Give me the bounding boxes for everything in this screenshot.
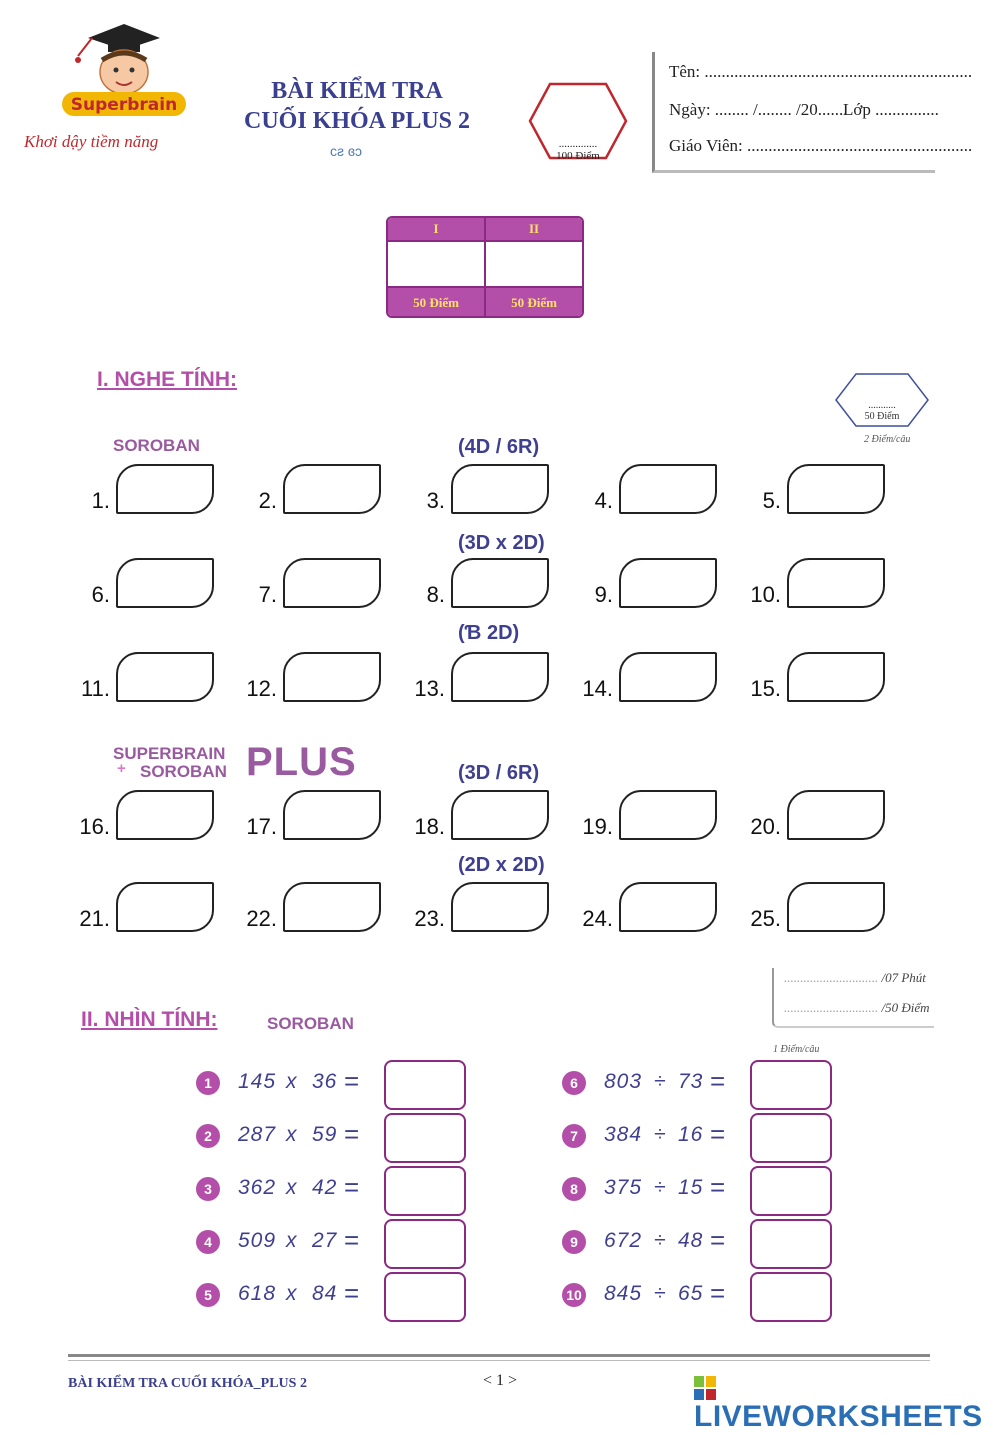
answer-box[interactable] xyxy=(619,558,717,608)
question-number: 22. xyxy=(246,906,277,931)
question-number: 21. xyxy=(79,906,110,931)
answer-box[interactable] xyxy=(451,464,549,514)
title-line1: BÀI KIỂM TRA xyxy=(271,78,443,104)
question-number: 7. xyxy=(258,582,277,607)
section2-per-question: 1 Điểm/câu xyxy=(773,1044,820,1055)
time-label: /07 Phút xyxy=(881,970,926,985)
operand-a: 287 xyxy=(238,1123,277,1146)
total-score-label: 100 Điểm xyxy=(556,150,600,162)
decorative-flourish: ᴄƨ ɞᴐ xyxy=(330,143,362,159)
calc-answer-box[interactable] xyxy=(384,1219,466,1269)
score-label: /50 Điểm xyxy=(881,1000,930,1015)
time-score-box xyxy=(772,968,934,1028)
operand-a: 145 xyxy=(238,1070,277,1093)
answer-box[interactable] xyxy=(116,652,214,702)
logo-wordmark: Superbrain xyxy=(70,95,178,115)
section1-score-label: 50 Điểm xyxy=(864,411,900,422)
answer-box[interactable] xyxy=(116,558,214,608)
calc-answer-box[interactable] xyxy=(750,1060,832,1110)
problem-number-badge: 7 xyxy=(562,1124,586,1148)
answer-box[interactable] xyxy=(451,882,549,932)
operator-sign: x xyxy=(286,1282,298,1305)
question-number: 8. xyxy=(426,582,445,607)
operand-a: 384 xyxy=(604,1123,643,1146)
problem-number-badge: 1 xyxy=(196,1071,220,1095)
student-info-box xyxy=(652,52,973,173)
operand-b: 15 xyxy=(678,1176,704,1199)
operand-a: 362 xyxy=(238,1176,277,1199)
time-field[interactable] xyxy=(784,970,926,986)
calc-answer-box[interactable] xyxy=(750,1219,832,1269)
problem-number-badge: 9 xyxy=(562,1230,586,1254)
problem-number-badge: 8 xyxy=(562,1177,586,1201)
score-column-head: II xyxy=(486,218,582,240)
answer-box[interactable] xyxy=(283,558,381,608)
answer-box[interactable] xyxy=(283,882,381,932)
operand-a: 845 xyxy=(604,1282,643,1305)
section1-heading: I. NGHE TÍNH: xyxy=(97,368,237,391)
operand-a: 375 xyxy=(604,1176,643,1199)
total-score-text xyxy=(528,138,628,162)
score-column-foot: 50 Điểm xyxy=(388,288,484,318)
answer-box[interactable] xyxy=(283,790,381,840)
operand-b: 27 xyxy=(312,1229,338,1252)
question-number: 9. xyxy=(594,582,613,607)
answer-box[interactable] xyxy=(787,652,885,702)
superbrain-label: SUPERBRAIN xyxy=(113,744,226,763)
operand-b: 65 xyxy=(678,1282,704,1305)
score-column-1 xyxy=(388,218,484,316)
question-number: 20. xyxy=(750,814,781,839)
problem-number-badge: 6 xyxy=(562,1071,586,1095)
name-field[interactable]: Tên: ............................................................... xyxy=(669,62,973,81)
time-blank: ............................. xyxy=(784,970,879,985)
answer-box[interactable] xyxy=(787,882,885,932)
score-entry-cell[interactable] xyxy=(388,240,484,288)
question-number: 14. xyxy=(582,676,613,701)
question-number: 3. xyxy=(426,488,445,513)
equals-sign: = xyxy=(344,1225,360,1255)
score-column-head: I xyxy=(388,218,484,240)
section1-score-blank: ........... xyxy=(868,400,896,411)
operand-a: 672 xyxy=(604,1229,643,1252)
answer-box[interactable] xyxy=(619,464,717,514)
section1-per-question: 2 Điểm/câu xyxy=(864,434,911,445)
soroban-label: SOROBAN xyxy=(113,436,200,455)
equals-sign: = xyxy=(344,1172,360,1202)
calc-answer-box[interactable] xyxy=(750,1166,832,1216)
answer-box[interactable] xyxy=(116,790,214,840)
operator-sign: ÷ xyxy=(654,1176,667,1199)
question-number: 5. xyxy=(762,488,781,513)
calc-answer-box[interactable] xyxy=(384,1272,466,1322)
operand-a: 618 xyxy=(238,1282,277,1305)
liveworksheets-icon xyxy=(694,1376,716,1400)
operator-sign: ÷ xyxy=(654,1123,667,1146)
answer-box[interactable] xyxy=(116,882,214,932)
answer-box[interactable] xyxy=(451,652,549,702)
question-number: 2. xyxy=(258,488,277,513)
answer-box[interactable] xyxy=(116,464,214,514)
calc-answer-box[interactable] xyxy=(384,1166,466,1216)
question-type-label: (3D x 2D) xyxy=(458,532,545,554)
answer-box[interactable] xyxy=(283,652,381,702)
score-field[interactable] xyxy=(784,1000,930,1016)
title-line2: CUỐI KHÓA PLUS 2 xyxy=(243,108,471,134)
equals-sign: = xyxy=(344,1278,360,1308)
equals-sign: = xyxy=(344,1119,360,1149)
question-type-label: (3D / 6R) xyxy=(458,762,540,784)
operator-sign: ÷ xyxy=(654,1229,667,1252)
plus-sign: + xyxy=(117,760,126,777)
question-number: 13. xyxy=(414,676,445,701)
question-number: 10. xyxy=(750,582,781,607)
problem-number-badge: 5 xyxy=(196,1283,220,1307)
section1-score-text xyxy=(834,400,930,422)
question-type-label: (2D x 2D) xyxy=(458,854,545,876)
footer-doc-title: BÀI KIỂM TRA CUỐI KHÓA_PLUS 2 xyxy=(68,1376,307,1391)
plus-label: PLUS xyxy=(246,740,357,784)
answer-box[interactable] xyxy=(451,790,549,840)
question-number: 1. xyxy=(91,488,110,513)
operand-b: 59 xyxy=(312,1123,338,1146)
page-number: < 1 > xyxy=(482,1372,518,1389)
answer-box[interactable] xyxy=(787,558,885,608)
calc-answer-box[interactable] xyxy=(750,1113,832,1163)
soroban-label-2: SOROBAN xyxy=(140,762,227,781)
operand-a: 509 xyxy=(238,1229,277,1252)
question-number: 18. xyxy=(414,814,445,839)
score-blank: ............................. xyxy=(784,1000,879,1015)
section2-soroban-label: SOROBAN xyxy=(267,1014,354,1033)
class-field[interactable]: Lớp ............... xyxy=(843,100,939,119)
operand-b: 48 xyxy=(678,1229,704,1252)
problem-number-badge: 2 xyxy=(196,1124,220,1148)
operand-b: 42 xyxy=(312,1176,338,1199)
liveworksheets-watermark xyxy=(694,1376,994,1433)
question-type-label: (Ɓ 2D) xyxy=(458,622,520,644)
equals-sign: = xyxy=(710,1172,726,1202)
score-entry-cell[interactable] xyxy=(486,240,582,288)
answer-box[interactable] xyxy=(787,464,885,514)
answer-box[interactable] xyxy=(283,464,381,514)
question-number: 24. xyxy=(582,906,613,931)
answer-box[interactable] xyxy=(451,558,549,608)
operator-sign: x xyxy=(286,1123,298,1146)
total-score-blank: .............. xyxy=(558,138,598,150)
problem-number-badge: 3 xyxy=(196,1177,220,1201)
equals-sign: = xyxy=(710,1119,726,1149)
page-title xyxy=(222,76,492,136)
operand-b: 16 xyxy=(678,1123,704,1146)
score-column-2 xyxy=(486,218,582,316)
operand-b: 36 xyxy=(312,1070,338,1093)
operator-sign: ÷ xyxy=(654,1070,667,1093)
equals-sign: = xyxy=(710,1066,726,1096)
equals-sign: = xyxy=(344,1066,360,1096)
calc-answer-box[interactable] xyxy=(384,1113,466,1163)
equals-sign: = xyxy=(710,1225,726,1255)
section2-heading: II. NHÌN TÍNH: xyxy=(81,1008,218,1031)
equals-sign: = xyxy=(710,1278,726,1308)
teacher-field[interactable]: Giáo Viên: ..................................................... xyxy=(669,136,973,155)
date-field[interactable]: Ngày: ........ /........ /20....... xyxy=(669,100,848,119)
operand-b: 73 xyxy=(678,1070,704,1093)
answer-box[interactable] xyxy=(619,790,717,840)
question-number: 19. xyxy=(582,814,613,839)
operand-a: 803 xyxy=(604,1070,643,1093)
question-number: 12. xyxy=(246,676,277,701)
logo-tagline: Khơi dậy tiềm năng xyxy=(24,132,159,151)
operator-sign: x xyxy=(286,1070,298,1093)
calc-answer-box[interactable] xyxy=(384,1060,466,1110)
answer-box[interactable] xyxy=(619,882,717,932)
footer-divider xyxy=(68,1354,930,1357)
answer-box[interactable] xyxy=(619,652,717,702)
problem-number-badge: 4 xyxy=(196,1230,220,1254)
answer-box[interactable] xyxy=(787,790,885,840)
calc-answer-box[interactable] xyxy=(750,1272,832,1322)
liveworksheets-text: LIVEWORKSHEETS xyxy=(694,1400,983,1433)
question-number: 6. xyxy=(91,582,110,607)
operand-b: 84 xyxy=(312,1282,338,1305)
operator-sign: x xyxy=(286,1229,298,1252)
question-number: 16. xyxy=(79,814,110,839)
question-number: 11. xyxy=(81,676,110,701)
score-column-foot: 50 Điểm xyxy=(486,288,582,318)
question-number: 23. xyxy=(414,906,445,931)
score-table xyxy=(386,216,584,318)
operator-sign: x xyxy=(286,1176,298,1199)
operator-sign: ÷ xyxy=(654,1282,667,1305)
question-number: 4. xyxy=(594,488,613,513)
question-type-label: (4D / 6R) xyxy=(458,436,540,458)
question-number: 17. xyxy=(246,814,277,839)
question-number: 15. xyxy=(750,676,781,701)
footer-divider-thin xyxy=(68,1360,930,1361)
problem-number-badge: 10 xyxy=(562,1283,586,1307)
question-number: 25. xyxy=(750,906,781,931)
